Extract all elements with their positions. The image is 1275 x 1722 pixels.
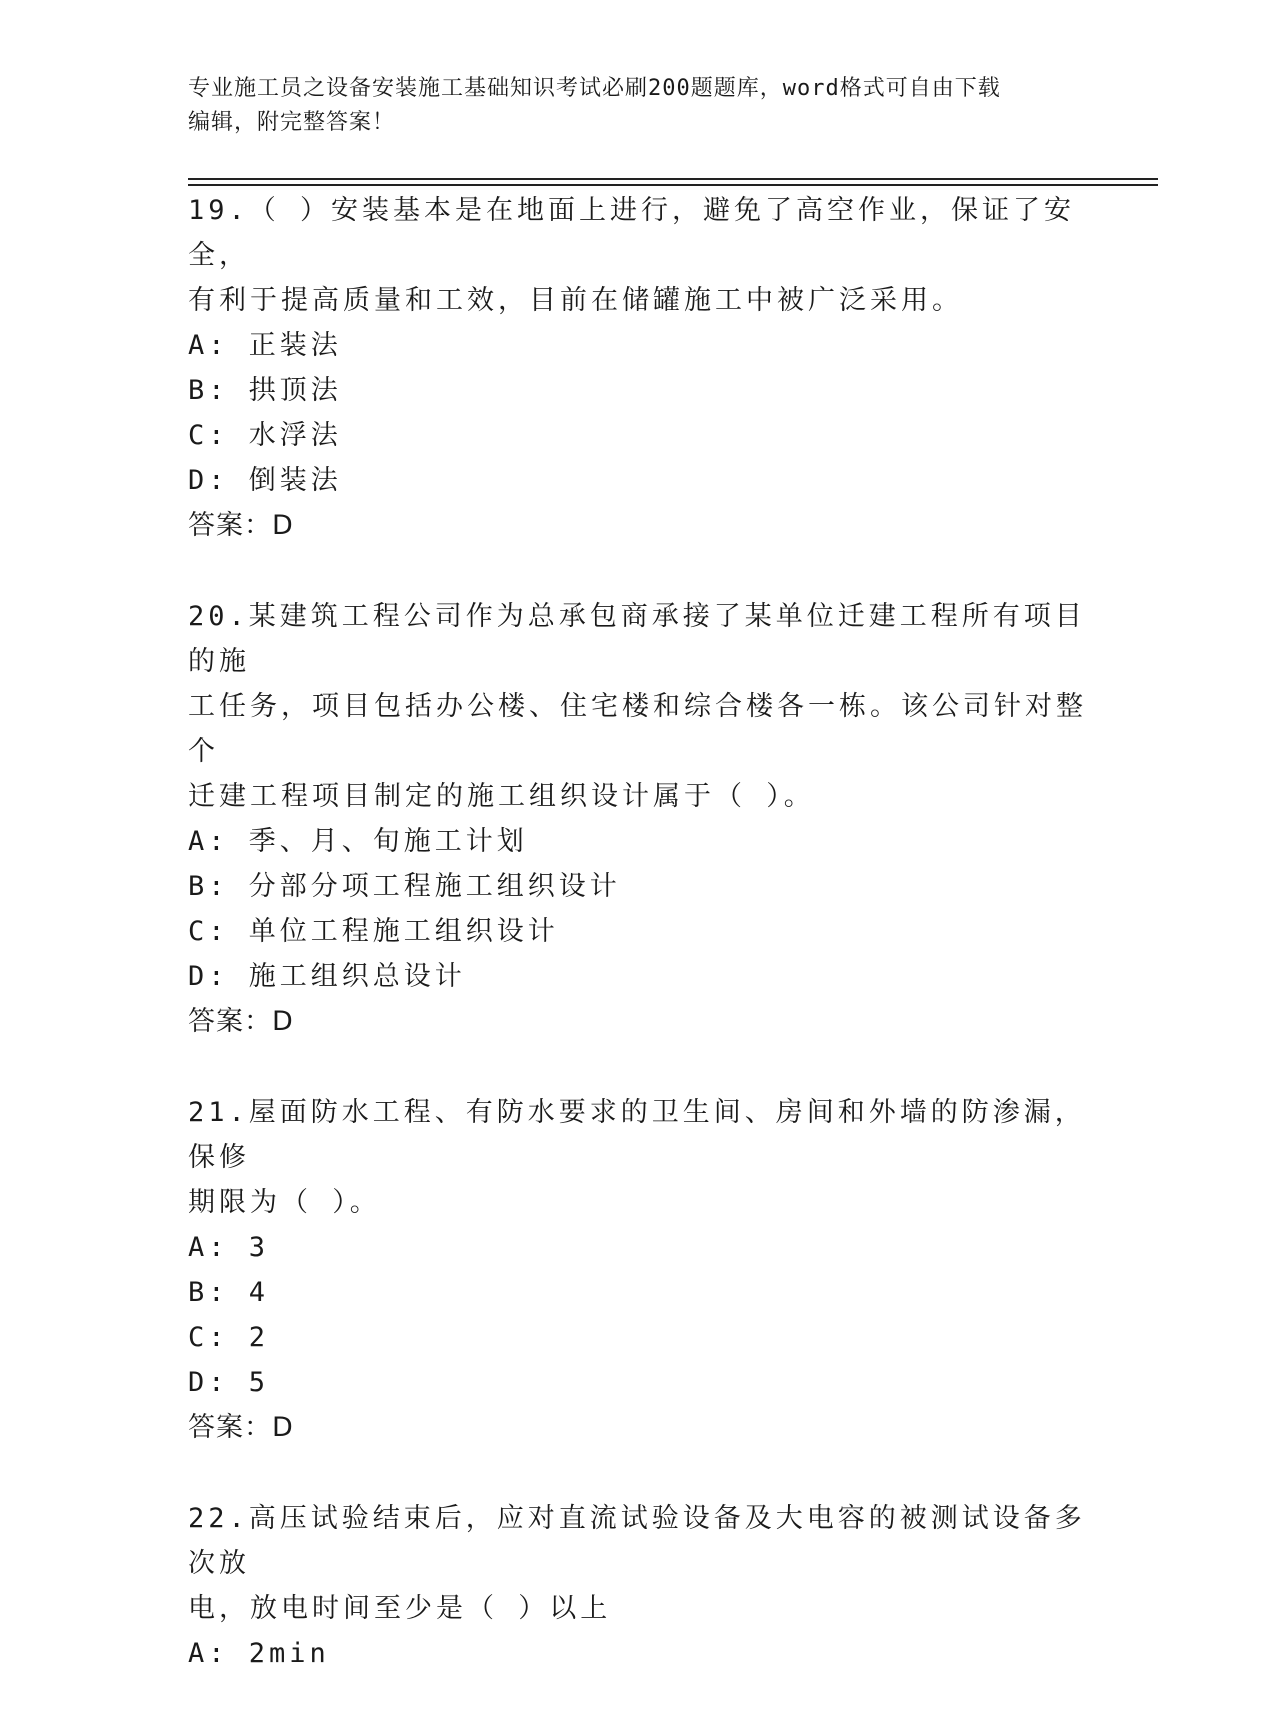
question-text — [188, 594, 1088, 819]
header-rule-bottom — [188, 184, 1158, 186]
question-19 — [188, 188, 1088, 548]
question-list — [188, 188, 1088, 1722]
question-line: 22.高压试验结束后，应对直流试验设备及大电容的被测试设备多次放 — [188, 1503, 1086, 1579]
question-21 — [188, 1090, 1088, 1450]
question-line: 19.（ ）安装基本是在地面上进行，避免了高空作业，保证了安全， — [188, 195, 1076, 271]
document-header — [188, 72, 1068, 140]
answer: 答案：D — [188, 510, 294, 541]
question-line: 期限为（ ）。 — [188, 1187, 381, 1218]
question-text — [188, 188, 1088, 323]
answer: 答案：D — [188, 1006, 294, 1037]
question-line: 20.某建筑工程公司作为总承包商承接了某单位迁建工程所有项目的施 — [188, 601, 1086, 677]
option-d: D: 5 — [188, 1367, 270, 1398]
option-a: A: 2min — [188, 1638, 330, 1669]
question-line: 工任务，项目包括办公楼、住宅楼和综合楼各一栋。该公司针对整个 — [188, 691, 1087, 767]
option-a: A: 季、月、旬施工计划 — [188, 826, 528, 857]
header-rule-top — [188, 178, 1158, 180]
option-b: B: 分部分项工程施工组织设计 — [188, 871, 621, 902]
question-line: 有利于提高质量和工效，目前在储罐施工中被广泛采用。 — [188, 285, 963, 316]
question-text — [188, 1090, 1088, 1225]
option-c: C: 单位工程施工组织设计 — [188, 916, 559, 947]
option-d: D: 施工组织总设计 — [188, 961, 466, 992]
question-text — [188, 1496, 1088, 1631]
header-line-2: 编辑，附完整答案！ — [188, 110, 396, 135]
question-20 — [188, 594, 1088, 1044]
question-22 — [188, 1496, 1088, 1676]
option-a: A: 3 — [188, 1232, 270, 1263]
option-c: C: 2 — [188, 1322, 270, 1353]
option-a: A: 正装法 — [188, 330, 342, 361]
question-line: 迁建工程项目制定的施工组织设计属于（ ）。 — [188, 781, 815, 812]
question-line: 21.屋面防水工程、有防水要求的卫生间、房间和外墙的防渗漏，保修 — [188, 1097, 1086, 1173]
option-b: B: 拱顶法 — [188, 375, 342, 406]
answer: 答案：D — [188, 1412, 294, 1443]
option-b: B: 4 — [188, 1277, 270, 1308]
header-line-1: 专业施工员之设备安装施工基础知识考试必刷200题题库，word格式可自由下载 — [188, 76, 1001, 101]
option-d: D: 倒装法 — [188, 465, 342, 496]
question-line: 电，放电时间至少是（ ）以上 — [188, 1593, 612, 1624]
option-c: C: 水浮法 — [188, 420, 342, 451]
